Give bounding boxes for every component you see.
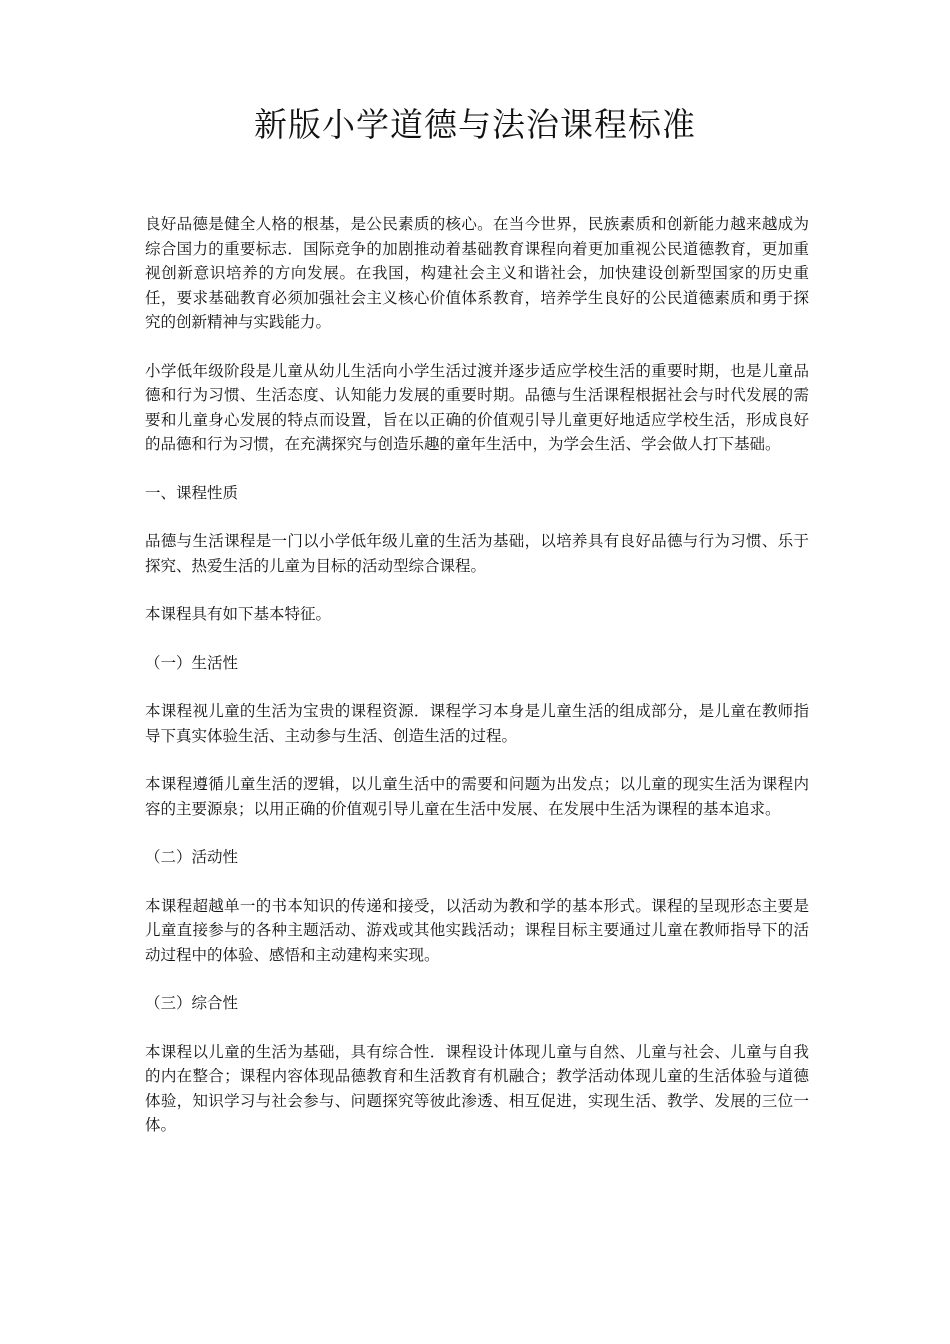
document-title: 新版小学道德与法治课程标准 [254,105,696,144]
activity-paragraph: 本课程超越单一的书本知识的传递和接受，以活动为教和学的基本形式。课程的呈现形态主要是儿童直接参与的各种主题活动、游戏或其他实践活动；课程目标主要通过儿童在教师指导下的活动过程中的体验、感悟和主动建构来实现。 [145,896,809,964]
course-nature-paragraph: 品德与生活课程是一门以小学低年级儿童的生活为基础，以培养具有良好品德与行为习惯、乐于探究、热爱生活的儿童为目标的活动型综合课程。 [145,532,809,575]
life-paragraph-1: 本课程视儿童的生活为宝贵的课程资源．课程学习本身是儿童生活的组成部分，是儿童在教师指导下真实体验生活、主动参与生活、创造生活的过程。 [145,702,809,745]
section-heading-course-nature: 一、课程性质 [145,483,239,502]
comprehensive-paragraph: 本课程以儿童的生活为基础，具有综合性．课程设计体现儿童与自然、儿童与社会、儿童与自我的内在整合；课程内容体现品德教育和生活教育有机融合；教学活动体现儿童的生活体验与道德体验，知识学习与社会参与、问题探究等彼此渗透、相互促进，实现生活、教学、发展的三位一体。 [145,1042,809,1134]
document-body [145,212,809,1162]
stage-paragraph: 小学低年级阶段是儿童从幼儿生活向小学生活过渡并逐步适应学校生活的重要时期，也是儿童品德和行为习惯、生活态度、认知能力发展的重要时期。品德与生活课程根据社会与时代发展的需要和儿童身心发展的特点而设置，旨在以正确的价值观引导儿童更好地适应学校生活，形成良好的品德和行为习惯，在充满探究与创造乐趣的童年生活中，为学会生活、学会做人打下基础。 [145,361,809,453]
subheading-comprehensive: （三）综合性 [145,994,239,1012]
subheading-activity: （二）活动性 [145,848,239,866]
subheading-life: （一）生活性 [145,653,239,672]
life-paragraph-2: 本课程遵循儿童生活的逻辑，以儿童生活中的需要和问题为出发点；以儿童的现实生活为课程内容的主要源泉；以用正确的价值观引导儿童在生活中发展、在发展中生活为课程的基本追求。 [145,775,809,818]
features-intro-paragraph: 本课程具有如下基本特征。 [145,605,332,623]
intro-paragraph: 良好品德是健全人格的根基，是公民素质的核心。在当今世界，民族素质和创新能力越来越成为综合国力的重要标志．国际竞争的加剧推动着基础教育课程向着更加重视公民道德教育，更加重视创新意识培养的方向发展。在我国，构建社会主义和谐社会，加快建设创新型国家的历史重任，要求基础教育必须加强社会主义核心价值体系教育，培养学生良好的公民道德素质和勇于探究的创新精神与实践能力。 [145,215,809,331]
